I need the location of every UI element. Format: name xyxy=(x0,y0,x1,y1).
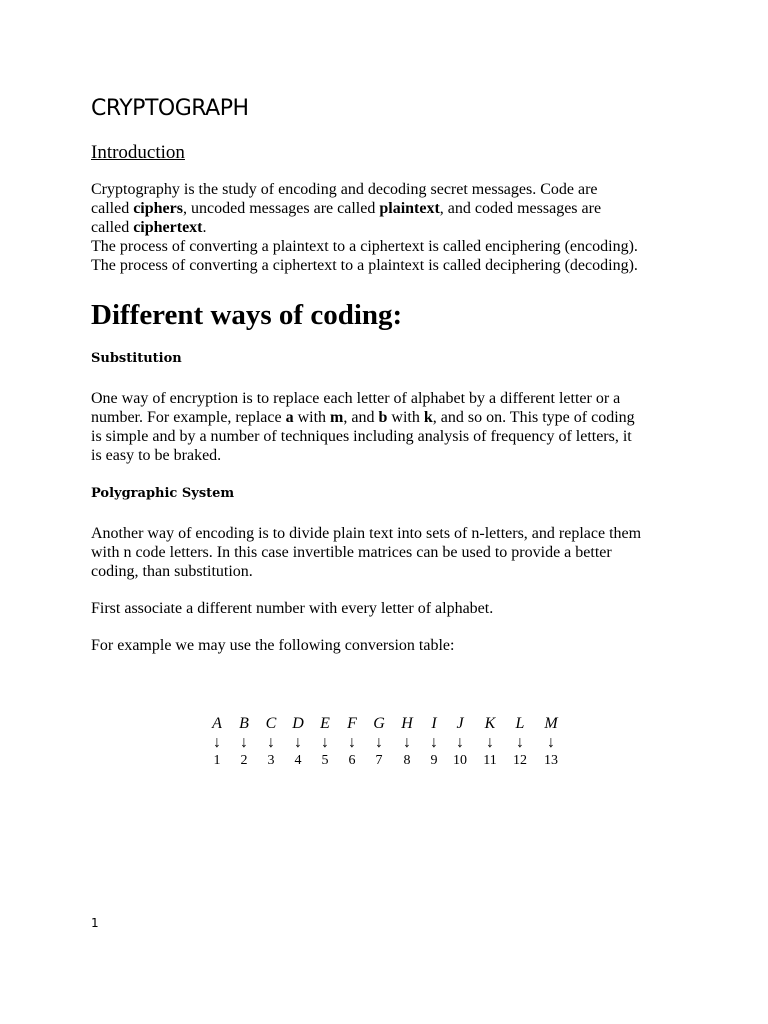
down-arrow-icon: ↓ xyxy=(375,734,383,751)
conversion-letter: G xyxy=(373,715,385,732)
polygraphic-heading: Polygraphic System xyxy=(91,486,235,501)
term-ciphers: ciphers xyxy=(133,200,183,217)
intro-line-3: called ciphertext. xyxy=(91,219,207,236)
conversion-number: 1 xyxy=(213,753,221,768)
down-arrow-icon: ↓ xyxy=(348,734,356,751)
conversion-letter: K xyxy=(484,715,496,732)
substitution-line-1: One way of encryption is to replace each letter of alphabet by a different letter or a xyxy=(91,390,621,407)
conversion-letter: J xyxy=(456,715,464,732)
conversion-table xyxy=(203,714,573,772)
down-arrow-icon: ↓ xyxy=(213,734,221,751)
associate-paragraph: First associate a different number with every letter of alphabet. xyxy=(91,600,494,617)
conversion-letter: M xyxy=(544,715,558,732)
conversion-column xyxy=(257,714,285,769)
conversion-column xyxy=(506,714,534,769)
polygraphic-paragraph xyxy=(91,524,691,581)
down-arrow-icon: ↓ xyxy=(456,734,464,751)
intro-line-2: called ciphers, uncoded messages are called plaintext, and coded messages are xyxy=(91,200,602,217)
conversion-number: 10 xyxy=(453,753,467,768)
conversion-column xyxy=(393,714,421,769)
conversion-letter: F xyxy=(347,715,357,732)
down-arrow-icon: ↓ xyxy=(240,734,248,751)
down-arrow-icon: ↓ xyxy=(403,734,411,751)
conversion-column xyxy=(365,714,393,769)
conversion-number: 4 xyxy=(294,753,302,768)
down-arrow-icon: ↓ xyxy=(430,734,438,751)
down-arrow-icon: ↓ xyxy=(294,734,302,751)
conversion-number: 8 xyxy=(403,753,411,768)
conversion-letter: E xyxy=(320,715,330,732)
polygraphic-line-3: coding, than substitution. xyxy=(91,563,253,580)
introduction-paragraph xyxy=(91,180,691,275)
substitution-line-3: is simple and by a number of techniques including analysis of frequency of letters, it xyxy=(91,428,632,445)
conversion-number: 6 xyxy=(348,753,356,768)
conversion-number: 7 xyxy=(375,753,383,768)
conversion-letter: I xyxy=(431,715,437,732)
conversion-letter: A xyxy=(212,715,222,732)
intro-line-5: The process of converting a ciphertext to a plaintext is called deciphering (decoding). xyxy=(91,257,638,274)
conversion-number: 11 xyxy=(483,753,497,768)
conversion-column xyxy=(537,714,565,769)
coding-heading: Different ways of coding: xyxy=(91,299,403,331)
down-arrow-icon: ↓ xyxy=(267,734,275,751)
conversion-letter: L xyxy=(515,715,525,732)
conversion-number: 13 xyxy=(544,753,558,768)
down-arrow-icon: ↓ xyxy=(547,734,555,751)
conversion-letter: C xyxy=(265,715,277,732)
introduction-heading: Introduction xyxy=(91,142,185,163)
substitution-paragraph xyxy=(91,389,691,465)
conversion-column xyxy=(284,714,312,769)
polygraphic-line-1: Another way of encoding is to divide plain text into sets of n-letters, and replace them xyxy=(91,525,642,542)
intro-line-1: Cryptography is the study of encoding and decoding secret messages. Code are xyxy=(91,181,598,198)
down-arrow-icon: ↓ xyxy=(321,734,329,751)
substitution-line-4: is easy to be braked. xyxy=(91,447,222,464)
page-title: CRYPTOGRAPH xyxy=(91,96,249,121)
conversion-column xyxy=(446,714,474,769)
conversion-letter: H xyxy=(401,715,413,732)
intro-line-4: The process of converting a plaintext to a ciphertext is called enciphering (encoding). xyxy=(91,238,638,255)
substitution-heading: Substitution xyxy=(91,351,182,366)
term-plaintext: plaintext xyxy=(379,200,440,217)
conversion-number: 5 xyxy=(321,753,329,768)
conversion-letter: D xyxy=(292,715,304,732)
conversion-number: 3 xyxy=(267,753,275,768)
conversion-number: 9 xyxy=(430,753,438,768)
example-paragraph: For example we may use the following conversion table: xyxy=(91,637,455,654)
conversion-column xyxy=(476,714,504,769)
page-number: 1 xyxy=(91,916,99,930)
conversion-column xyxy=(420,714,448,769)
substitution-line-2: number. For example, replace a with m, and b with k, and so on. This type of coding xyxy=(91,409,635,426)
conversion-letter: B xyxy=(239,715,249,732)
conversion-column xyxy=(203,714,231,769)
conversion-column xyxy=(311,714,339,769)
conversion-column xyxy=(230,714,258,769)
down-arrow-icon: ↓ xyxy=(516,734,524,751)
down-arrow-icon: ↓ xyxy=(486,734,494,751)
term-ciphertext: ciphertext xyxy=(133,219,203,236)
conversion-number: 2 xyxy=(240,753,248,768)
conversion-number: 12 xyxy=(513,753,527,768)
conversion-column xyxy=(338,714,366,769)
polygraphic-line-2: with n code letters. In this case invertible matrices can be used to provide a better xyxy=(91,544,612,561)
